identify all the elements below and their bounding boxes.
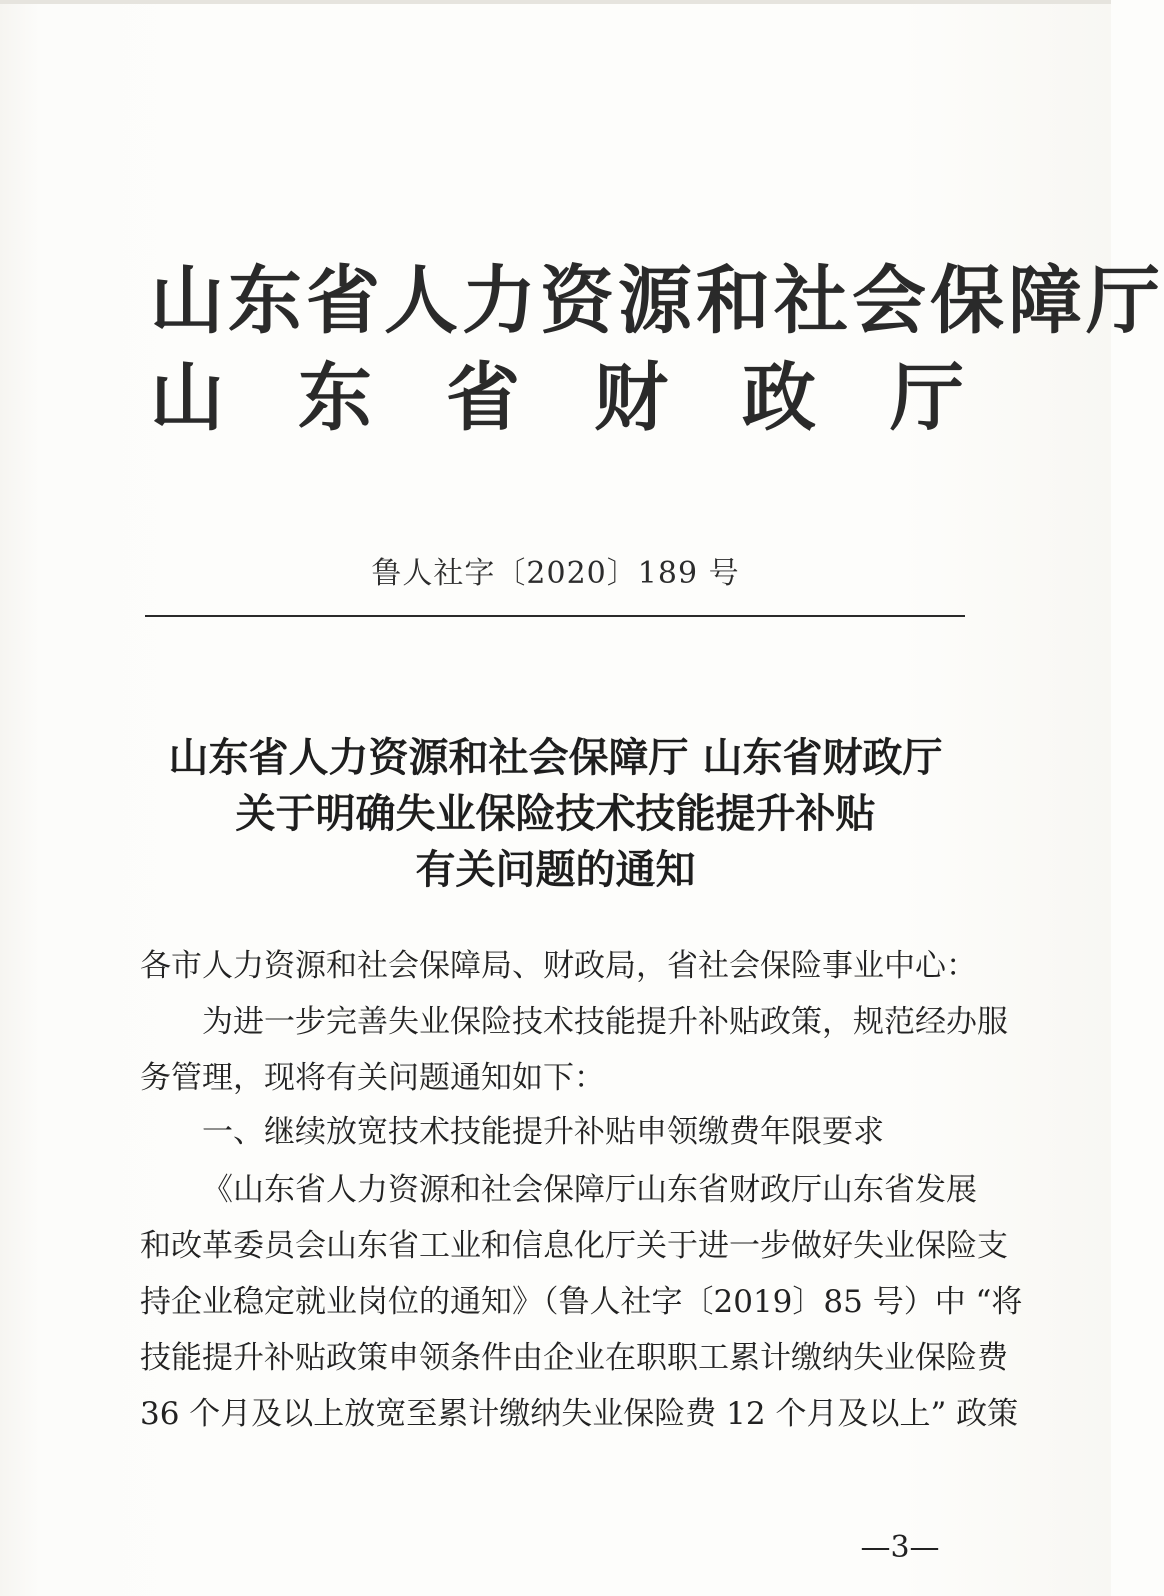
intro-line-2: 务管理，现将有关问题通知如下： <box>140 1060 605 1096</box>
paragraph-line-3: 持企业稳定就业岗位的通知》（鲁人社字〔2019〕85 号）中 “将 <box>140 1284 1023 1320</box>
header-divider <box>145 615 965 617</box>
document-title-line-2: 关于明确失业保险技术技能提升补贴 <box>235 790 876 837</box>
intro-line-1: 为进一步完善失业保险技术技能提升补贴政策，规范经办服 <box>202 1004 1008 1040</box>
issuing-agency-1: 山东省人力资源和社会保障厅 <box>150 258 1164 344</box>
paragraph-line-4: 技能提升补贴政策申领条件由企业在职职工累计缴纳失业保险费 <box>140 1340 1008 1376</box>
paragraph-line-2: 和改革委员会山东省工业和信息化厅关于进一步做好失业保险支 <box>140 1228 1008 1264</box>
paragraph-line-1: 《山东省人力资源和社会保障厅山东省财政厅山东省发展 <box>202 1172 977 1208</box>
document-title-line-3: 有关问题的通知 <box>415 846 696 893</box>
scan-top-edge <box>0 0 1111 4</box>
page-number: —3— <box>860 1530 940 1565</box>
paragraph-line-5: 36 个月及以上放宽至累计缴纳失业保险费 12 个月及以上” 政策 <box>140 1396 1019 1432</box>
section-heading-1: 一、继续放宽技术技能提升补贴申领缴费年限要求 <box>202 1114 884 1150</box>
document-number: 鲁人社字〔2020〕189 号 <box>371 556 740 591</box>
document-title-line-1: 山东省人力资源和社会保障厅 山东省财政厅 <box>168 734 943 781</box>
addressee-line: 各市人力资源和社会保障局、财政局，省社会保险事业中心： <box>140 948 977 984</box>
issuing-agency-2: 山 东 省 财 政 厅 <box>150 355 964 441</box>
